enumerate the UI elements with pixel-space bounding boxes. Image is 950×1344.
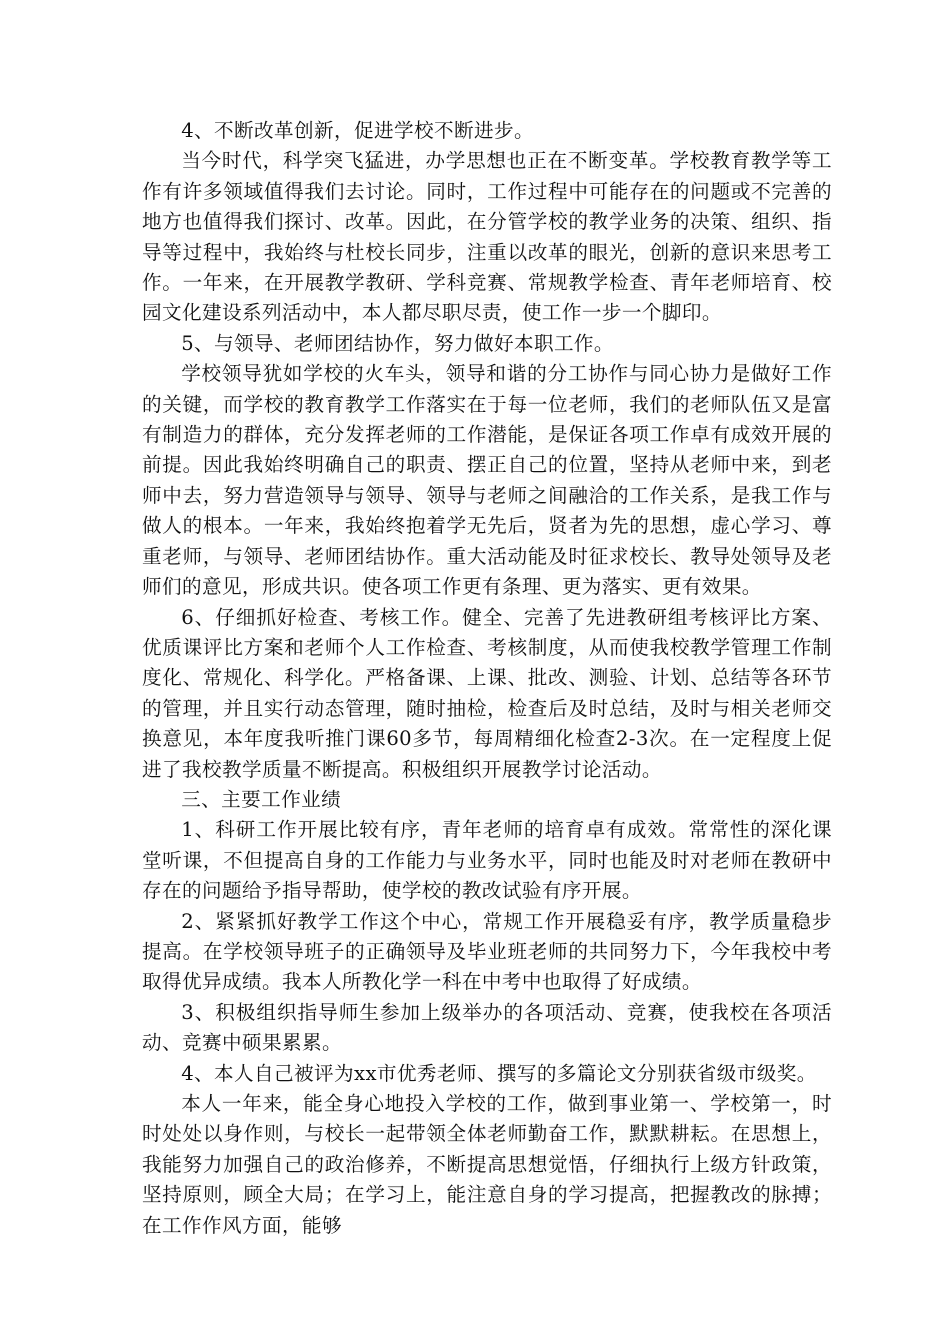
paragraph: 3、积极组织指导师生参加上级举办的各项活动、竞赛，使我校在各项活动、竞赛中硕果累累。 <box>142 1000 832 1055</box>
paragraph-heading-5: 5、与领导、老师团结协作，努力做好本职工作。 <box>181 331 614 355</box>
document-body <box>142 116 832 1241</box>
paragraph: 2、紧紧抓好教学工作这个中心，常规工作开展稳妥有序，教学质量稳步提高。在学校领导班子的正确领导及毕业班老师的共同努力下，今年我校中考取得优异成绩。我本人所教化学一科在中考中也取得了好成绩。 <box>142 909 832 994</box>
paragraph: 当今时代，科学突飞猛进，办学思想也正在不断变革。学校教育教学等工作有许多领域值得我们去讨论。同时，工作过程中可能存在的问题或不完善的地方也值得我们探讨、改革。因此，在分管学校的教学业务的决策、组织、指导等过程中，我始终与杜校长同步，注重以改革的眼光，创新的意识来思考工作。一年来，在开展教学教研、学科竞赛、常规教学检查、青年老师培育、校园文化建设系列活动中，本人都尽职尽责，使工作一步一个脚印。 <box>142 149 832 325</box>
paragraph: 本人一年来，能全身心地投入学校的工作，做到事业第一、学校第一，时时处处以身作则，与校长一起带领全体老师勤奋工作，默默耕耘。在思想上，我能努力加强自己的政治修养，不断提高思想觉悟，仔细执行上级方针政策，坚持原则，顾全大局；在学习上，能注意自身的学习提高，把握教改的脉搏；在工作作风方面，能够 <box>142 1092 832 1237</box>
paragraph-heading-6: 6、仔细抓好检查、考核工作。健全、完善了先进教研组考核评比方案、优质课评比方案和老师个人工作检查、考核制度，从而使我校教学管理工作制度化、常规化、科学化。严格备课、上课、批改、测验、计划、总结等各环节的管理，并且实行动态管理，随时抽检，检查后及时总结，及时与相关老师交换意见，本年度我听推门课60多节，每周精细化检查2-3次。在一定程度上促进了我校教学质量不断提高。积极组织开展教学讨论活动。 <box>142 605 832 781</box>
paragraph: 1、科研工作开展比较有序，青年老师的培育卓有成效。常常性的深化课堂听课，不但提高自身的工作能力与业务水平，同时也能及时对老师在教研中存在的问题给予指导帮助，使学校的教改试验有序开展。 <box>142 818 832 903</box>
paragraph: 学校领导犹如学校的火车头，领导和谐的分工协作与同心协力是做好工作的关键，而学校的教育教学工作落实在于每一位老师，我们的老师队伍又是富有制造力的群体，充分发挥老师的工作潜能，是保证各项工作卓有成效开展的前提。因此我始终明确自己的职责、摆正自己的位置，坚持从老师中来，到老师中去，努力营造领导与领导、领导与老师之间融洽的工作关系，是我工作与做人的根本。一年来，我始终抱着学无先后，贤者为先的思想，虚心学习、尊重老师，与领导、老师团结协作。重大活动能及时征求校长、教导处领导及老师们的意见，形成共识。使各项工作更有条理、更为落实、更有效果。 <box>142 362 832 599</box>
paragraph-heading-4: 4、不断改革创新，促进学校不断进步。 <box>181 119 534 142</box>
section-heading: 三、主要工作业绩 <box>181 787 342 811</box>
paragraph: 4、本人自己被评为xx市优秀老师、撰写的多篇论文分别获省级市级奖。 <box>181 1061 817 1085</box>
